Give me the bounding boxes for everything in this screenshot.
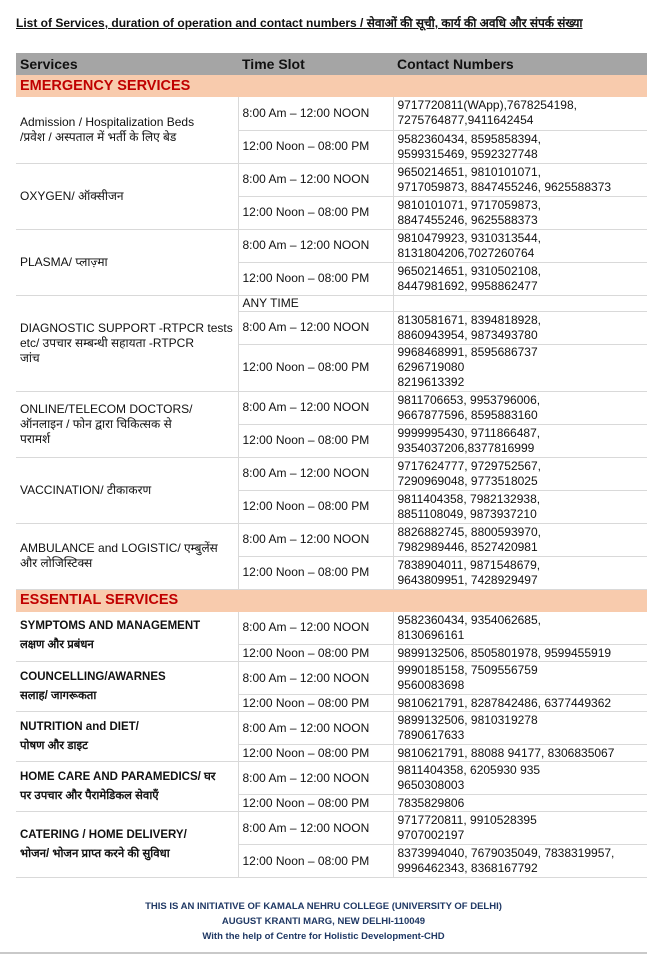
contact-number-line: 8851108049, 9873937210 (397, 506, 537, 521)
time-slot: 8:00 Am – 12:00 NOON (238, 762, 393, 795)
contact-number-line: 8130581671, 8394818928, (397, 312, 541, 327)
time-slot: 8:00 Am – 12:00 NOON (238, 612, 393, 645)
contact-numbers (393, 845, 647, 878)
time-slot: 12:00 Noon – 08:00 PM (238, 344, 393, 391)
service-name-line: पोषण और डाइट (20, 739, 88, 752)
service-name (16, 229, 238, 295)
service-name-line: PLASMA/ प्लाज़्मा (20, 254, 108, 269)
service-name (16, 457, 238, 523)
service-name-line: AMBULANCE and LOGISTIC/ एम्बुलेंस (20, 541, 218, 555)
service-name-line: और लोजिस्टिक्स (20, 556, 93, 570)
time-slot: 8:00 Am – 12:00 NOON (238, 812, 393, 845)
contact-number-line: 8373994040, 7679035049, 7838319957, (397, 846, 615, 860)
contact-numbers (393, 490, 647, 523)
contact-numbers (393, 795, 647, 812)
time-slot: 12:00 Noon – 08:00 PM (238, 130, 393, 163)
column-header-time-slot: Time Slot (238, 53, 393, 75)
time-slot: 8:00 Am – 12:00 NOON (238, 97, 393, 130)
contact-numbers (393, 344, 647, 391)
contact-numbers (393, 262, 647, 295)
contact-numbers (393, 523, 647, 556)
table-row (16, 662, 647, 695)
service-name-line: ONLINE/TELECOM DOCTORS/ (20, 401, 193, 416)
service-name (16, 523, 238, 589)
contact-numbers (393, 762, 647, 795)
service-name (16, 391, 238, 457)
contact-number-line: 9899132506, 8505801978, 9599455919 (397, 645, 612, 660)
contact-number-line: 9717059873, 8847455246, 9625588373 (397, 179, 612, 194)
contact-numbers (393, 130, 647, 163)
contact-number-line: 8847455246, 9625588373 (397, 212, 538, 227)
contact-number-line: 9996462343, 8368167792 (397, 861, 538, 875)
essential-section-row (16, 589, 647, 612)
contact-numbers (393, 662, 647, 695)
contact-number-line: 9811404358, 6205930 935 (397, 763, 541, 777)
time-slot: 12:00 Noon – 08:00 PM (238, 424, 393, 457)
contact-numbers (393, 812, 647, 845)
service-name-line: CATERING / HOME DELIVERY/ (20, 828, 187, 841)
footer-credit-line: With the help of Centre for Holistic Development-CHD (202, 931, 445, 942)
time-slot: 12:00 Noon – 08:00 PM (238, 196, 393, 229)
contact-number-line: 9899132506, 9810319278 (397, 713, 538, 727)
contact-number-line: 8860943954, 9873493780 (397, 327, 538, 342)
service-name-line: VACCINATION/ टीकाकरण (20, 482, 152, 497)
contact-number-line: 7275764877,9411642454 (397, 113, 534, 128)
table-row (16, 97, 647, 130)
contact-number-line: 8131804206,7027260764 (397, 245, 535, 260)
time-slot: 12:00 Noon – 08:00 PM (238, 695, 393, 712)
table-row (16, 163, 647, 196)
service-name (16, 712, 238, 762)
contact-numbers (393, 645, 647, 662)
contact-numbers (393, 97, 647, 130)
service-name-line: SYMPTOMS AND MANAGEMENT (20, 620, 201, 633)
time-slot: 12:00 Noon – 08:00 PM (238, 490, 393, 523)
time-slot: 8:00 Am – 12:00 NOON (238, 311, 393, 344)
service-name (16, 662, 238, 712)
table-row (16, 612, 647, 645)
table-header-row (16, 53, 647, 75)
contact-number-line: 8826882745, 8800593970, (397, 524, 541, 539)
table-row (16, 295, 647, 311)
service-name-line: लक्षण और प्रबंधन (20, 639, 94, 652)
service-name-line: भोजन/ भोजन प्राप्त करने की सुविधा (20, 847, 170, 860)
page-heading: List of Services, duration of operation and contact numbers / सेवाओं की सूची, कार्य की अवधि और संपर्क संख्या (16, 16, 583, 30)
table-row (16, 812, 647, 845)
contact-number-line: 9582360434, 9354062685, (397, 612, 541, 627)
contact-number-line: 7838904011, 9871548679, (397, 557, 541, 572)
bottom-divider (0, 952, 647, 954)
time-slot: 12:00 Noon – 08:00 PM (238, 645, 393, 662)
footer-initiative-line: THIS IS AN INITIATIVE OF KAMALA NEHRU COLLEGE (UNIVERSITY OF DELHI) (145, 901, 502, 912)
service-name-line: OXYGEN/ ऑक्सीजन (20, 188, 124, 203)
time-slot: 8:00 Am – 12:00 NOON (238, 163, 393, 196)
contact-number-line: 9717720811, 9910528395 (397, 813, 537, 827)
contact-numbers (393, 457, 647, 490)
table-row (16, 712, 647, 745)
time-slot: 8:00 Am – 12:00 NOON (238, 662, 393, 695)
time-slot: 12:00 Noon – 08:00 PM (238, 262, 393, 295)
time-slot: 8:00 Am – 12:00 NOON (238, 229, 393, 262)
emergency-section-title: EMERGENCY SERVICES (16, 75, 647, 97)
contact-number-line: 9354037206,8377816999 (397, 440, 535, 455)
contact-number-line: 9650214651, 9810101071, (397, 164, 541, 179)
contact-number-line: 9599315469, 9592327748 (397, 146, 538, 161)
service-name-line: /प्रवेश / अस्पताल में भर्ती के लिए बेड (20, 129, 177, 144)
contact-number-line: 7890617633 (397, 728, 465, 742)
column-header-contact-numbers: Contact Numbers (393, 53, 647, 75)
contact-number-line: 9707002197 (397, 828, 465, 842)
contact-number-line: 8447981692, 9958862477 (397, 278, 538, 293)
contact-number-line: 9968468991, 8595686737 (397, 345, 538, 359)
contact-number-line: 8219613392 (397, 375, 465, 389)
contact-number-line: 9560083698 (397, 678, 465, 692)
time-slot: 8:00 Am – 12:00 NOON (238, 391, 393, 424)
time-slot: 8:00 Am – 12:00 NOON (238, 457, 393, 490)
service-name-line: परामर्श (20, 431, 51, 446)
contact-number-line: 9643809951, 7428929497 (397, 572, 538, 587)
contact-number-line: 9582360434, 8595858394, (397, 131, 541, 146)
contact-number-line: 9667877596, 8595883160 (397, 407, 538, 422)
contact-numbers (393, 424, 647, 457)
service-name (16, 163, 238, 229)
service-name (16, 812, 238, 878)
contact-numbers (393, 196, 647, 229)
contact-numbers (393, 163, 647, 196)
service-name-line: DIAGNOSTIC SUPPORT -RTPCR tests (20, 320, 233, 335)
contact-number-line: 9717624777, 9729752567, (397, 458, 541, 473)
service-name (16, 295, 238, 391)
table-row (16, 762, 647, 795)
time-slot: ANY TIME (238, 295, 393, 311)
service-name-line: ऑनलाइन / फोन द्वारा चिकित्सक से (20, 416, 172, 431)
time-slot: 12:00 Noon – 08:00 PM (238, 556, 393, 589)
contact-numbers (393, 612, 647, 645)
time-slot: 12:00 Noon – 08:00 PM (238, 745, 393, 762)
contact-number-line: 9650308003 (397, 778, 465, 792)
contact-number-line: 9810101071, 9717059873, (397, 197, 541, 212)
contact-number-line: 7835829806 (397, 795, 465, 810)
emergency-section-row (16, 75, 647, 97)
service-name-line: NUTRITION and DIET/ (20, 720, 139, 733)
contact-number-line: 8130696161 (397, 627, 465, 642)
contact-number-line: 9717720811(WApp),7678254198, (397, 98, 577, 113)
contact-number-line: 9990185158, 7509556759 (397, 663, 538, 677)
footer-address-line: AUGUST KRANTI MARG, NEW DELHI-110049 (221, 916, 426, 927)
services-table (16, 53, 647, 878)
contact-numbers (393, 745, 647, 762)
contact-numbers (393, 712, 647, 745)
contact-number-line: 7290969048, 9773518025 (397, 473, 538, 488)
contact-numbers (393, 695, 647, 712)
contact-number-line: 9999995430, 9711866487, (397, 425, 541, 440)
service-name-line: Admission / Hospitalization Beds (20, 114, 195, 129)
contact-numbers (393, 556, 647, 589)
contact-number-line: 7982989446, 8527420981 (397, 539, 538, 554)
service-name-line: etc/ उपचार सम्बन्धी सहायता -RTPCR (20, 335, 194, 350)
service-name-line: COUNCELLING/AWARNES (20, 670, 166, 683)
essential-section-title: ESSENTIAL SERVICES (16, 589, 647, 612)
time-slot: 12:00 Noon – 08:00 PM (238, 795, 393, 812)
contact-numbers (393, 311, 647, 344)
service-name-line: पर उपचार और पैरामेडिकल सेवाएँ (20, 789, 159, 802)
service-name-line: जांच (20, 350, 40, 365)
time-slot: 12:00 Noon – 08:00 PM (238, 845, 393, 878)
table-row (16, 523, 647, 556)
table-row (16, 229, 647, 262)
table-row (16, 391, 647, 424)
contact-numbers (393, 391, 647, 424)
service-name (16, 612, 238, 662)
contact-number-line: 9810479923, 9310313544, (397, 230, 541, 245)
table-row (16, 457, 647, 490)
contact-number-line: 9810621791, 8287842486, 6377449362 (397, 695, 612, 710)
contact-number-line: 9810621791, 88088 94177, 8306835067 (397, 745, 615, 760)
service-name (16, 762, 238, 812)
contact-number-line: 9811706653, 9953796006, (397, 392, 541, 407)
service-name (16, 97, 238, 163)
time-slot: 8:00 Am – 12:00 NOON (238, 712, 393, 745)
contact-numbers (393, 295, 647, 311)
contact-number-line: 9811404358, 7982132938, (397, 491, 541, 506)
service-name-line: HOME CARE AND PARAMEDICS/ घर (20, 770, 216, 783)
contact-number-line: 9650214651, 9310502108, (397, 263, 541, 278)
time-slot: 8:00 Am – 12:00 NOON (238, 523, 393, 556)
column-header-services: Services (16, 53, 238, 75)
contact-number-line: 6296719080 (397, 360, 465, 374)
service-name-line: सलाह/ जागरूकता (20, 689, 97, 702)
contact-numbers (393, 229, 647, 262)
